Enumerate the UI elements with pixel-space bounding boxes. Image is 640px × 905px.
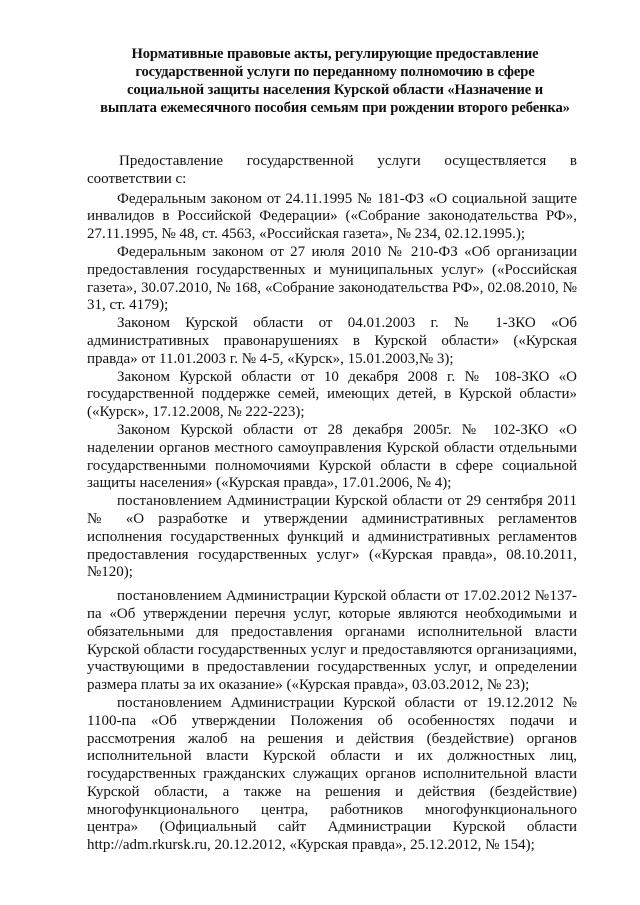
law-paragraph-3: Законом Курской области от 04.01.2003 г. № 1-ЗКО «Об административных правонарушениях в Курской области» («Курская правда» от 11.01.2003 г. № 4-5, «Курск», 15.01.2003,№ 3);	[87, 315, 577, 367]
law-paragraph-1: Федеральным законом от 24.11.1995 № 181-ФЗ «О социальной защите инвалидов в Российской Федерации» («Собрание законодательства РФ», 27.11.1995, № 48, ст. 4563, «Российская газета», № 234, 02.12.1995.);	[87, 190, 577, 243]
law-paragraph-8: постановлением Администрации Курской области от 19.12.2012 № 1100-па «Об утверждении Положения об особенностях подачи и рассмотрения жалоб на решения и действия (бездействие) органов исполнительной власти Курской области и их должностных лиц, государственных гражданских служащих органов исполнительной власти Курской области, а также на решения и действия (бездействие) многофункционального центра, работников многофункционального центра» (Официальный сайт Администрации Курской области http://adm.rkursk.ru, 20.12.2012, «Курская правда», 25.12.2012, № 154);	[87, 694, 577, 854]
law-paragraph-6: постановлением Администрации Курской области от 29 сентября 2011 № «О разработке и утверждении административных регламентов исполнения государственных функций и административных регламентов предоставления государственных услуг» («Курская правда», 08.10.2011, №120);	[87, 493, 577, 581]
law-paragraph-2: Федеральным законом от 27 июля 2010 № 210-ФЗ «Об организации предоставления государственных и муниципальных услуг» («Российская газета», 30.07.2010, № 168, «Собрание законодательства РФ», 02.08.2010, № 31, ст. 4179);	[87, 243, 577, 314]
document-body	[87, 153, 577, 855]
law-paragraph-4: Законом Курской области от 10 декабря 2008 г. № 108-ЗКО «О государственной поддержке семей, имеющих детей, в Курской области» («Курск», 17.12.2008, № 222-223);	[87, 368, 577, 421]
intro-paragraph: Предоставление государственной услуги осуществляется в соответствии с:	[87, 153, 577, 187]
law-paragraph-7: постановлением Администрации Курской области от 17.02.2012 №137-па «Об утверждении перечня услуг, которые являются необходимыми и обязательными для предоставления органами исполнительной власти Курской области государственных услуг и предоставляются организациями, участвующими в предоставлении государственных услуг, и определении размера платы за их оказание» («Курская правда», 03.03.2012, № 23);	[87, 588, 577, 694]
document-title: Нормативные правовые акты, регулирующие предоставление государственной услуги по переданному полномочию в сфере социальной защиты населения Курской области «Назначение и выплата ежемесячного пособия семьям при рождении второго ребенка»	[100, 46, 570, 116]
law-paragraph-5: Законом Курской области от 28 декабря 2005г. № 102-ЗКО «О наделении органов местного самоуправления Курской области отдельными государственными полномочиями Курской области в сфере социальной защиты населения» («Курская правда», 17.01.2006, № 4);	[87, 421, 577, 492]
